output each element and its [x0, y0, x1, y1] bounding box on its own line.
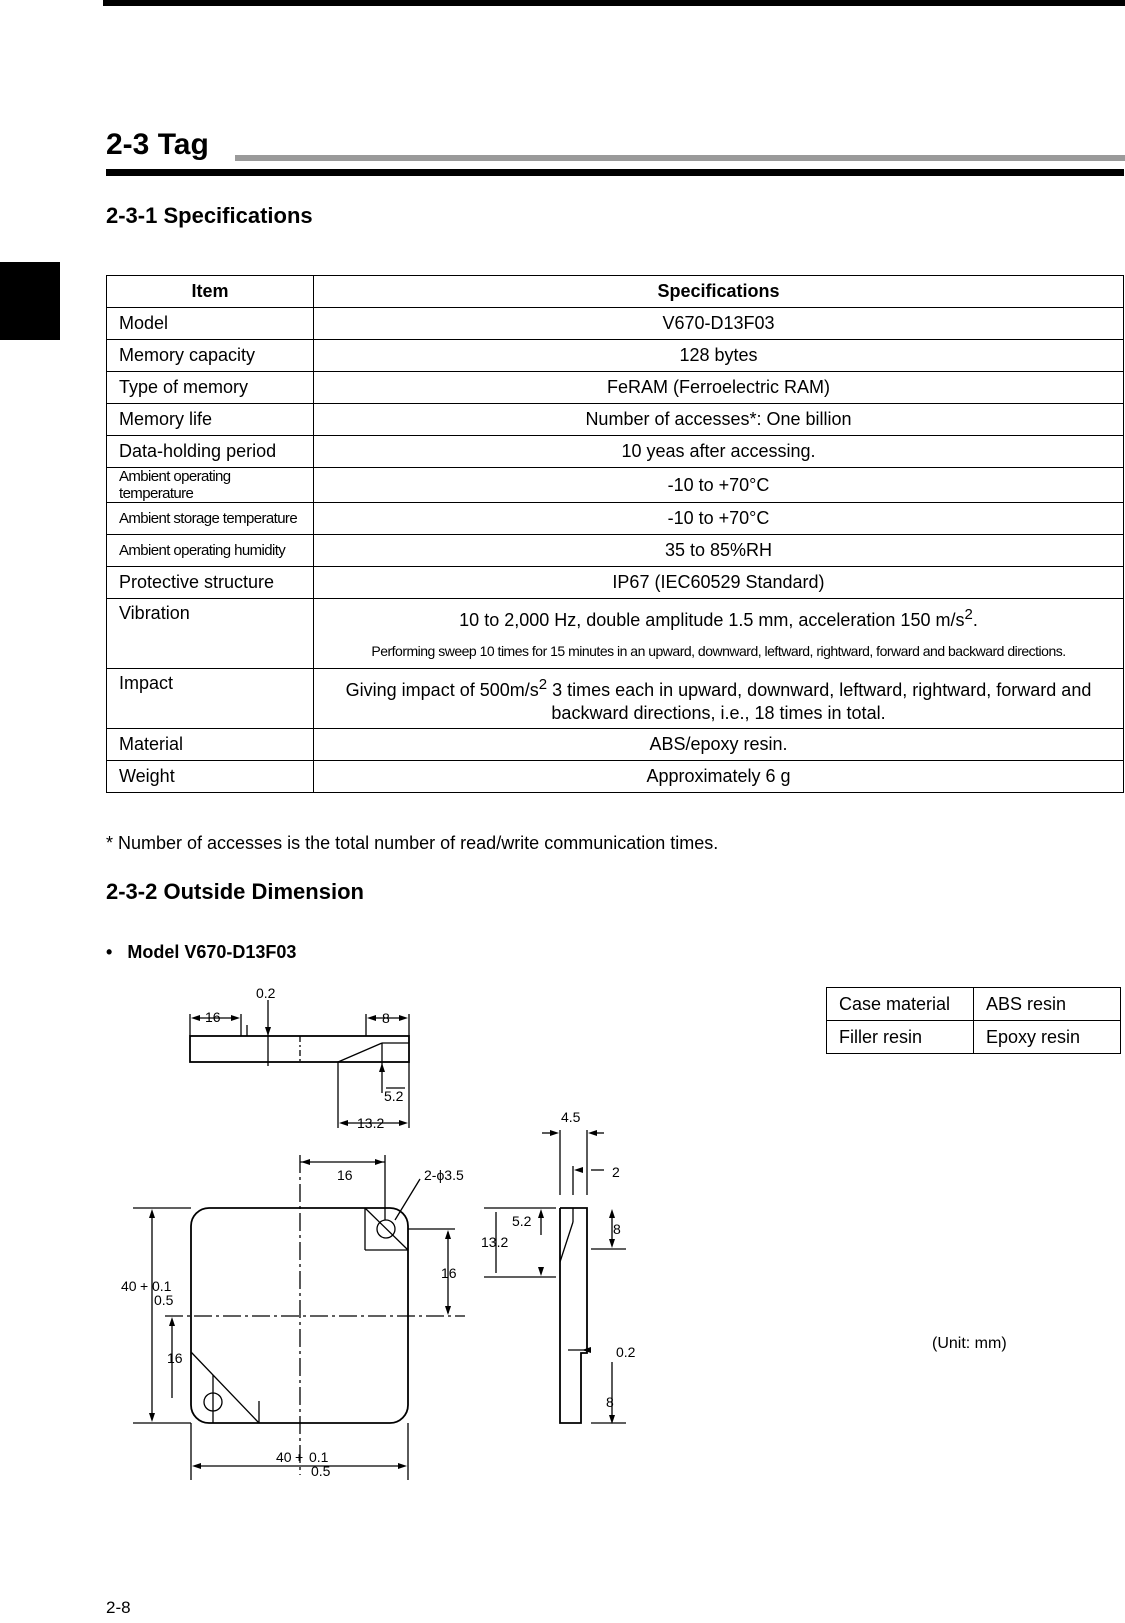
row-value: 10 yeas after accessing.	[314, 436, 1124, 468]
top-view	[190, 1000, 409, 1128]
row-item: Type of memory	[107, 372, 314, 404]
model-label: Model V670-D13F03	[127, 942, 297, 962]
dim-label: 13.2	[357, 1115, 385, 1131]
material-label: Filler resin	[827, 1021, 974, 1054]
dim-label: 16	[167, 1350, 183, 1366]
tolerance-sign: +	[295, 1449, 304, 1465]
vibration-end: .	[972, 610, 978, 630]
row-value: Number of accesses*: One billion	[314, 404, 1124, 436]
specifications-heading: 2-3-1 Specifications	[106, 203, 313, 228]
row-item: Model	[107, 308, 314, 340]
impact-sup: 2	[538, 675, 548, 693]
dim-label: 0.2	[616, 1344, 636, 1360]
row-item: Ambient operating humidity	[107, 535, 314, 567]
row-value: V670-D13F03	[314, 308, 1124, 340]
dim-label: 4.5	[561, 1109, 581, 1125]
dim-label: 8	[606, 1394, 614, 1410]
dim-label: 40	[121, 1278, 137, 1294]
row-value: 35 to 85%RH	[314, 535, 1124, 567]
page-number: 2-8	[106, 1598, 131, 1617]
dim-label: 13.2	[481, 1234, 509, 1250]
dim-label: 2	[612, 1164, 620, 1180]
front-view	[133, 1155, 465, 1480]
dim-label: 8	[613, 1221, 621, 1237]
header-item: Item	[107, 276, 314, 308]
impact-text: Giving impact of 500m/s	[345, 679, 539, 700]
vibration-sup: 2	[964, 606, 973, 623]
row-value: FeRAM (Ferroelectric RAM)	[314, 372, 1124, 404]
dim-label: 0.2	[256, 985, 276, 1001]
hole-label: 2-ϕ3.5	[424, 1167, 464, 1183]
unit-label: (Unit: mm)	[932, 1335, 1007, 1352]
material-value: Epoxy resin	[974, 1021, 1121, 1054]
row-value: IP67 (IEC60529 Standard)	[314, 567, 1124, 599]
row-item: Memory capacity	[107, 340, 314, 372]
row-item: Weight	[107, 761, 314, 793]
tolerance-plus: 0.1	[152, 1278, 172, 1294]
row-item: Protective structure	[107, 567, 314, 599]
dim-label: 40	[276, 1449, 292, 1465]
row-value: 128 bytes	[314, 340, 1124, 372]
dim-label: 5.2	[384, 1088, 404, 1104]
tolerance-minus: 0.5	[154, 1292, 174, 1308]
header-specifications: Specifications	[314, 276, 1124, 308]
row-value: -10 to +70°C	[314, 503, 1124, 535]
vibration-text: 10 to 2,000 Hz, double amplitude 1.5 mm, acceleration 150 m/s	[459, 610, 965, 630]
footnote: * Number of accesses is the total number of read/write communication times.	[106, 833, 719, 853]
dim-label: 16	[337, 1167, 353, 1183]
row-item: Data-holding period	[107, 436, 314, 468]
tolerance-plus: 0.1	[309, 1449, 329, 1465]
tolerance-sign: +	[140, 1278, 149, 1294]
impact-end: 3 times each in upward, downward, leftward, rightward, forward and backward directions, i.e., 18 times in total.	[547, 679, 1092, 723]
material-label: Case material	[827, 988, 974, 1021]
row-item: Impact	[107, 669, 314, 729]
row-value: -10 to +70°C	[314, 468, 1124, 503]
dim-label: 16	[205, 1009, 221, 1025]
outside-dimension-heading: 2-3-2 Outside Dimension	[106, 879, 364, 904]
row-item: Ambient operating temperature	[107, 468, 314, 503]
material-value: ABS resin	[974, 988, 1121, 1021]
dim-label: 16	[441, 1265, 457, 1281]
row-item: Ambient storage temperature	[107, 503, 314, 535]
row-value: Approximately 6 g	[314, 761, 1124, 793]
section-title: 2-3 Tag	[106, 128, 209, 161]
dim-label: 8	[382, 1010, 390, 1026]
bullet-symbol: •	[106, 942, 113, 962]
row-value: ABS/epoxy resin.	[314, 729, 1124, 761]
row-item: Vibration	[107, 599, 314, 669]
dim-label: 5.2	[512, 1213, 532, 1229]
vibration-note: Performing sweep 10 times for 15 minutes in an upward, downward, leftward, rightward, forward and backward directions.	[371, 643, 1066, 659]
tolerance-minus: 0.5	[311, 1463, 331, 1479]
side-view	[484, 1130, 626, 1423]
row-item: Material	[107, 729, 314, 761]
row-item: Memory life	[107, 404, 314, 436]
